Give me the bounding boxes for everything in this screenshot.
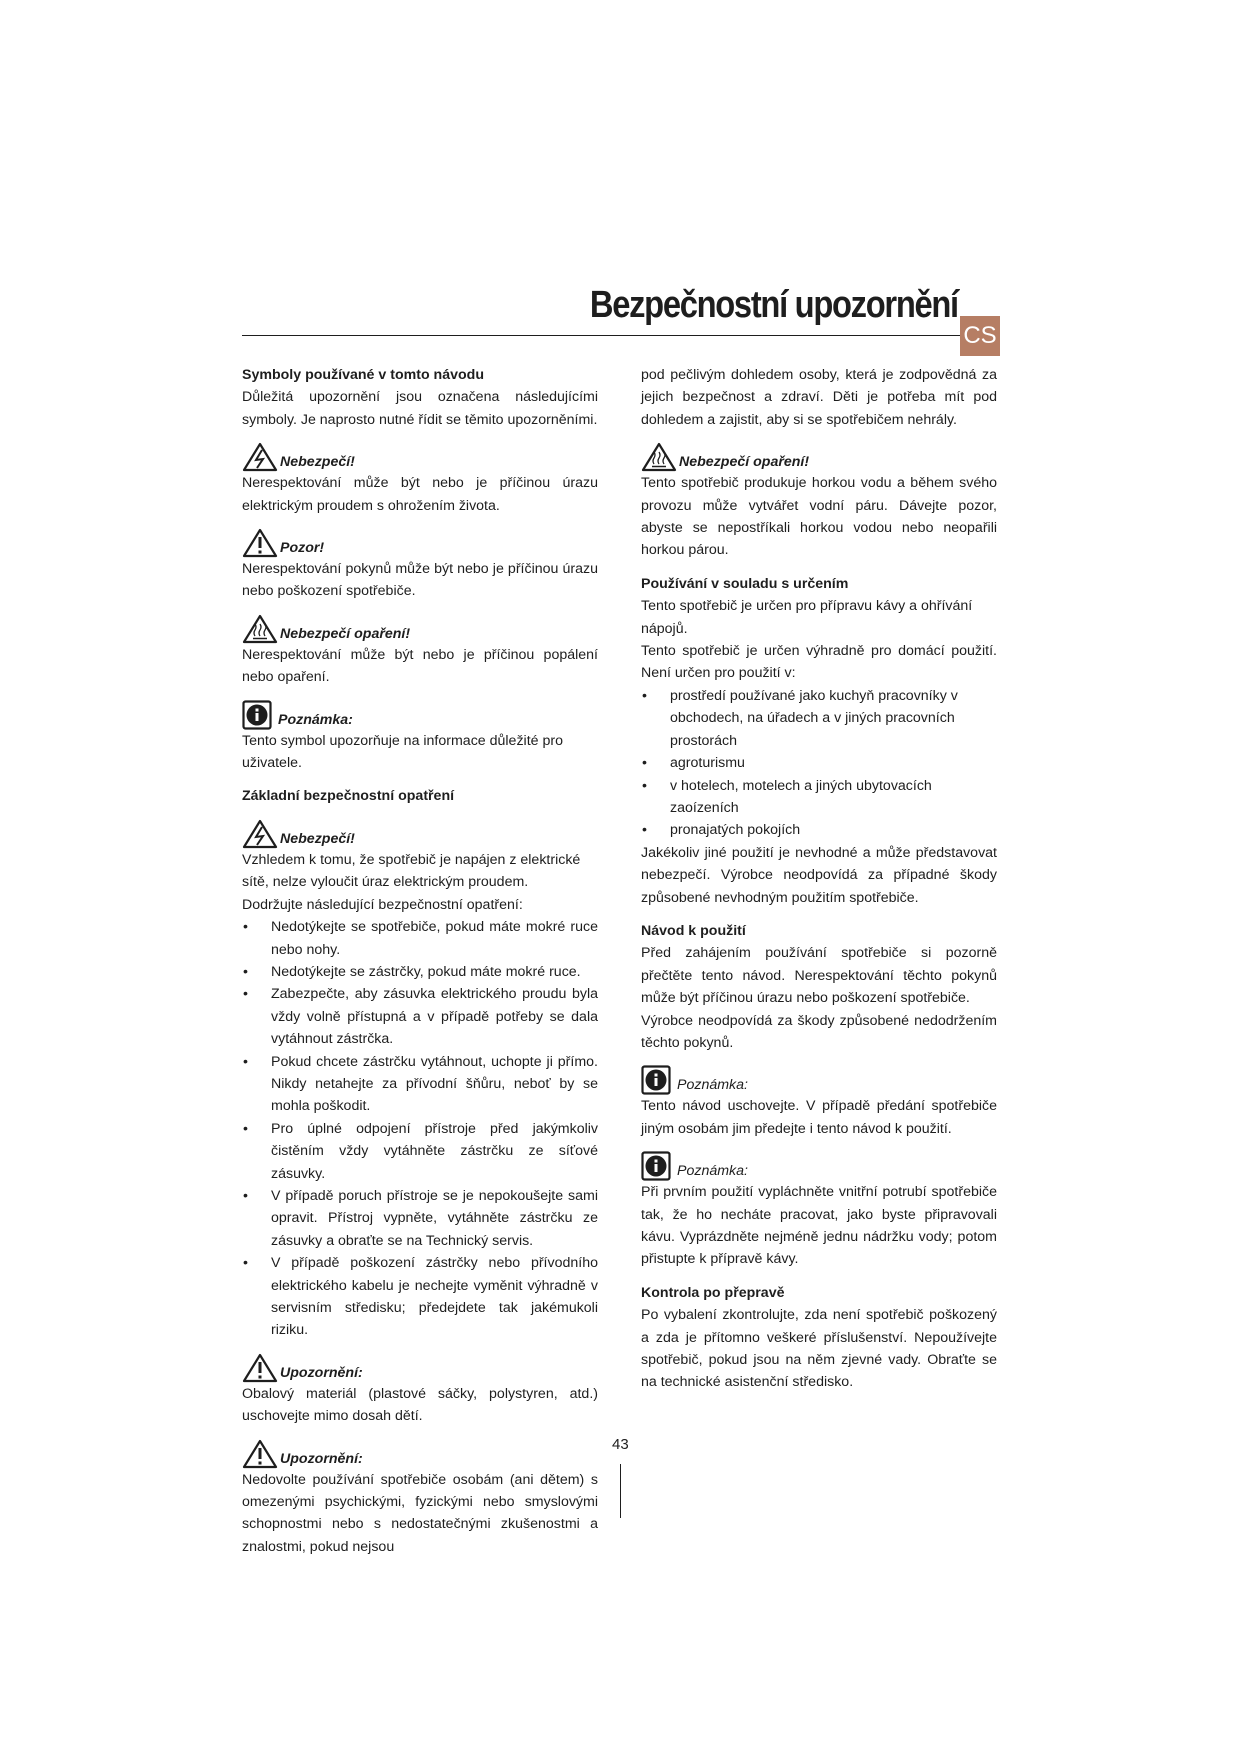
transport-text: Po vybalení zkontrolujte, zda není spotřebič poškozený a zda je přítomno veškeré příslušenství. Nepoužívejte spotřebič, pokud jsou na něm zjevné vady. Obraťte se na technické asistenční středisko. (641, 1307, 997, 1391)
list-item: • Pro úplné odpojení přístroje před jakýmkoliv čistěním vždy vytáhněte zástrčku ze síťové zásuvky. (242, 1118, 598, 1185)
note-2-row (641, 1151, 997, 1181)
right-column (641, 364, 997, 1394)
continuation-text: pod pečlivým dohledem osoby, která je zodpovědná za jejich bezpečnost a zdraví. Děti je potřeba mít pod dohledem a zajistit, aby si se spotřebičem nehrály. (641, 367, 997, 428)
left-column (242, 364, 598, 1558)
note-1-label: Poznámka: (677, 1077, 748, 1094)
list-item: • Zabezpečte, aby zásuvka elektrického proudu byla vždy volně přístupná a v případě potřeby se dala vytáhnout zástrčka. (242, 983, 598, 1050)
list-item: • V případě poruch přístroje se je nepokoušejte sami opravit. Přístroj vypněte, vytáhněte zástrčku ze zásuvky a obraťte se na Technický servis. (242, 1185, 598, 1252)
manual-heading: Návod k použití (641, 922, 746, 939)
basic-danger-row (242, 819, 598, 849)
note-text: Tento symbol upozorňuje na informace důležité pro uživatele. (242, 732, 563, 772)
list-item: • agroturismu (641, 752, 997, 774)
list-item: • Nedotýkejte se zástrčky, pokud máte mokré ruce. (242, 961, 598, 983)
transport-heading: Kontrola po přepravě (641, 1284, 785, 1301)
basic-safety-list (242, 916, 598, 1342)
list-item: • Nedotýkejte se spotřebiče, pokud máte mokré ruce nebo nohy. (242, 916, 598, 961)
electric-shock-warning-icon (242, 819, 278, 849)
packaging-warning-text: Obalový materiál (plastové sáčky, polystyren, atd.) uschovejte mimo dosah dětí. (242, 1385, 598, 1425)
note-label: Poznámka: (278, 711, 353, 728)
symbols-intro: Důležitá upozornění jsou označena následujícími symboly. Je naprosto nutné řídit se těmito upozorněními. (242, 389, 598, 428)
hot-steam-warning-icon (641, 442, 677, 472)
note-1-text: Tento návod uschovejte. V případě předání spotřebiče jiným osobám jim předejte i tento návod k použití. (641, 1098, 997, 1137)
intended-use-heading: Používání v souladu s určením (641, 575, 849, 592)
info-icon (641, 1065, 671, 1095)
list-item: • V případě poškození zástrčky nebo přívodního elektrického kabelu je nechejte vyměnit výhradně v servisním středisku; předejdete tak jakémukoli riziku. (242, 1252, 598, 1342)
note-1-row (641, 1065, 997, 1095)
intended-use-text-2: Tento spotřebič je určen výhradně pro domácí použití. Není určen pro použití v: (641, 643, 997, 682)
persons-warning-label: Upozornění: (280, 1450, 363, 1467)
intended-use-text-3: Jakékoliv jiné použití je nevhodné a může představovat nebezpečí. Výrobce neodpovídá za případné škody způsobené nevhodným použitím spotřebiče. (641, 844, 997, 906)
title-rule (242, 335, 960, 336)
burn-warning-text: Tento spotřebič produkuje horkou vodu a během svého provozu může vytvářet vodní páru. Dávejte pozor, abyste se nepostříkali horkou vodou nebo neopařili horkou párou. (641, 475, 997, 559)
packaging-warning-row (242, 1353, 598, 1383)
hot-steam-warning-icon (242, 614, 278, 644)
basic-safety-heading: Základní bezpečnostní opatření (242, 788, 455, 805)
persons-warning-row (242, 1439, 598, 1469)
electric-shock-warning-icon (242, 442, 278, 472)
caution-text: Nerespektování pokynů může být nebo je příčinou úrazu nebo poškození spotřebiče. (242, 561, 598, 600)
burn-warning-label: Nebezpečí opaření! (679, 454, 810, 471)
page-title: Bezpečnostní upozornění (590, 284, 958, 326)
exclamation-warning-icon (242, 528, 278, 558)
language-tab: CS (960, 316, 1000, 356)
intended-use-list (641, 685, 997, 842)
danger-label: Nebezpečí! (280, 454, 355, 471)
basic-danger-text: Vzhledem k tomu, že spotřebič je napájen z elektrické sítě, nelze vyloučit úraz elektrickým proudem. (242, 851, 581, 891)
intended-use-text-1: Tento spotřebič je určen pro přípravu kávy a ohřívání nápojů. (641, 598, 973, 637)
persons-warning-text: Nedovolte používání spotřebiče osobám (ani dětem) s omezenými psychickými, fyzickými nebo smyslovými schopnostmi nebo s nedostatečnými zkušenostmi a znalostmi, pokud nejsou (242, 1471, 598, 1555)
info-icon (242, 700, 272, 730)
danger-text: Nerespektování může být nebo je příčinou úrazu elektrickým proudem s ohrožením života. (242, 475, 598, 514)
burn-symbol-row (242, 614, 598, 644)
footer-rule (620, 1464, 621, 1518)
manual-text-2: Výrobce neodpovídá za škody způsobené nedodržením těchto pokynů. (641, 1012, 997, 1051)
basic-follow-text: Dodržujte následující bezpečnostní opatření: (242, 896, 523, 913)
burn-label: Nebezpečí opaření! (280, 625, 411, 642)
symbols-heading: Symboly používané v tomto návodu (242, 367, 485, 383)
info-icon (641, 1151, 671, 1181)
burn-text: Nerespektování může být nebo je příčinou popálení nebo opaření. (242, 646, 598, 686)
exclamation-warning-icon (242, 1439, 278, 1469)
manual-text-1: Před zahájením používání spotřebiče si pozorně přečtěte tento návod. Nerespektování těchto pokynů může být příčinou úrazu nebo poškození spotřebiče. (641, 945, 997, 1007)
caution-label: Pozor! (280, 540, 325, 557)
exclamation-warning-icon (242, 1353, 278, 1383)
basic-danger-label: Nebezpečí! (280, 830, 355, 847)
note-2-label: Poznámka: (677, 1163, 748, 1180)
list-item: • prostředí používané jako kuchyň pracovníky v obchodech, na úřadech a v jiných pracovních prostorách (641, 685, 997, 752)
page-number: 43 (612, 1436, 629, 1453)
list-item: • Pokud chcete zástrčku vytáhnout, uchopte ji přímo. Nikdy netahejte za přívodní šňůru, neboť by se mohla poškodit. (242, 1051, 598, 1118)
note-symbol-row (242, 700, 598, 730)
packaging-warning-label: Upozornění: (280, 1364, 363, 1381)
caution-symbol-row (242, 528, 598, 558)
danger-symbol-row (242, 442, 598, 472)
burn-warning-row (641, 442, 997, 472)
list-item: • pronajatých pokojích (641, 819, 997, 841)
list-item: • v hotelech, motelech a jiných ubytovacích zaoízeních (641, 775, 997, 820)
note-2-text: Při prvním použití vypláchněte vnitřní potrubí spotřebiče tak, že ho necháte pracovat, jako byste připravovali kávu. Vyprázdněte nejméně jednu nádržku vody; potom přistupte k přípravě kávy. (641, 1184, 997, 1268)
